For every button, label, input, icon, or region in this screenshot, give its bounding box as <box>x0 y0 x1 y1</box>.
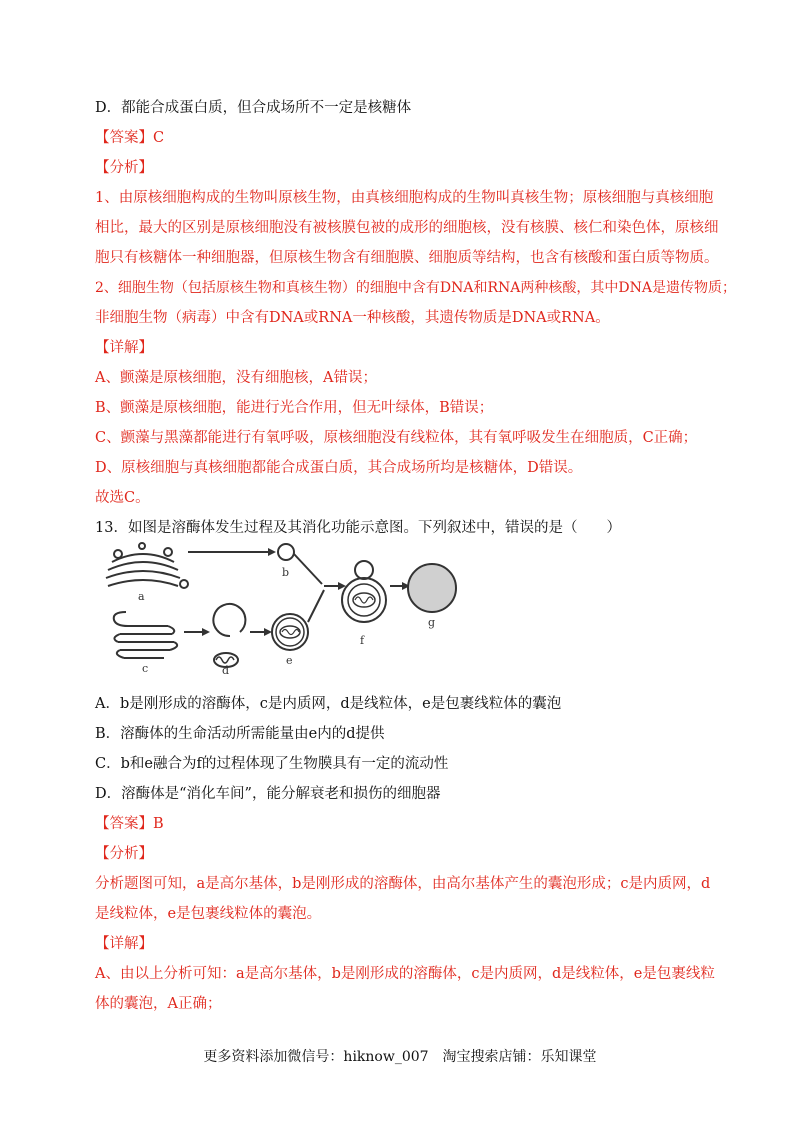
detail-text-line: A、由以上分析可知：a是高尔基体，b是刚形成的溶酶体，c是内质网，d是线粒体，e是包裹线粒 <box>95 966 715 982</box>
option-a-q13: A．b是刚形成的溶酶体，c是内质网，d是线粒体，e是包裹线粒体的囊泡 <box>95 696 562 712</box>
detail-text-line: 体的囊泡，A正确； <box>95 996 222 1012</box>
detail-heading-q13: 【详解】 <box>95 936 153 952</box>
detail-heading-q12: 【详解】 <box>95 340 153 356</box>
detail-text-line: B、颤藻是原核细胞，能进行光合作用，但无叶绿体，B错误； <box>95 400 494 416</box>
option-b-q13: B．溶酶体的生命活动所需能量由e内的d提供 <box>95 726 385 742</box>
answer-label-q12: 【答案】C <box>95 130 165 146</box>
detail-text-line: C、颤藻与黑藻都能进行有氧呼吸，原核细胞没有线粒体，其有氧呼吸发生在细胞质，C正确； <box>95 430 698 446</box>
digested-lysosome <box>408 564 456 612</box>
option-c-q13: C．b和e融合为f的过程体现了生物膜具有一定的流动性 <box>95 756 449 772</box>
analysis-heading-q13: 【分析】 <box>95 846 153 862</box>
option-d-q12: D．都能合成蛋白质，但合成场所不一定是核糖体 <box>95 100 412 116</box>
endoplasmic-reticulum <box>114 612 177 658</box>
label-f: f <box>360 634 365 647</box>
analysis-heading-q12: 【分析】 <box>95 160 153 176</box>
analysis-text-line: 2、细胞生物（包括原核生物和真核生物）的细胞中含有DNA和RNA两种核酸，其中DNA是遗传物质； <box>95 280 736 296</box>
question-13-stem: 13．如图是溶酶体发生过程及其消化功能示意图。下列叙述中，错误的是（ ） <box>95 520 621 536</box>
analysis-text-line: 1、由原核细胞构成的生物叫原核生物，由真核细胞构成的生物叫真核生物；原核细胞与真核细胞 <box>95 190 714 206</box>
analysis-text-line: 是线粒体，e是包裹线粒体的囊泡。 <box>95 906 322 922</box>
answer-label-q13: 【答案】B <box>95 816 164 832</box>
page-footer: 更多资料添加微信号：hiknow_007 淘宝搜索店铺：乐知课堂 <box>203 1049 597 1065</box>
analysis-text-line: 胞只有核糖体一种细胞器，但原核生物含有细胞膜、细胞质等结构，也含有核酸和蛋白质等物质。 <box>95 250 719 266</box>
conclusion-q12: 故选C。 <box>95 490 150 506</box>
analysis-text-line: 非细胞生物（病毒）中含有DNA或RNA一种核酸，其遗传物质是DNA或RNA。 <box>95 310 610 326</box>
vesicle-enclosing-mitochondrion <box>272 614 308 650</box>
analysis-text-line: 分析题图可知，a是高尔基体，b是刚形成的溶酶体，由高尔基体产生的囊泡形成；c是内质网，d <box>95 876 711 892</box>
label-c: c <box>142 662 149 675</box>
lysosome-fusion <box>342 561 386 622</box>
label-a: a <box>138 590 145 603</box>
new-lysosome <box>278 544 294 560</box>
label-g: g <box>428 616 436 629</box>
option-d-q13: D．溶酶体是“消化车间”，能分解衰老和损伤的细胞器 <box>95 786 441 802</box>
label-e: e <box>286 654 293 667</box>
analysis-text-line: 相比，最大的区别是原核细胞没有被核膜包被的成形的细胞核，没有核膜、核仁和染色体，原核细 <box>95 220 719 236</box>
forming-vesicle <box>213 604 245 636</box>
detail-text-line: D、原核细胞与真核细胞都能合成蛋白质，其合成场所均是核糖体，D错误。 <box>95 460 583 476</box>
detail-text-line: A、颤藻是原核细胞，没有细胞核，A错误； <box>95 370 377 386</box>
label-b: b <box>282 566 290 579</box>
label-d: d <box>222 664 230 675</box>
golgi-apparatus <box>106 543 188 588</box>
lysosome-diagram <box>98 540 478 675</box>
